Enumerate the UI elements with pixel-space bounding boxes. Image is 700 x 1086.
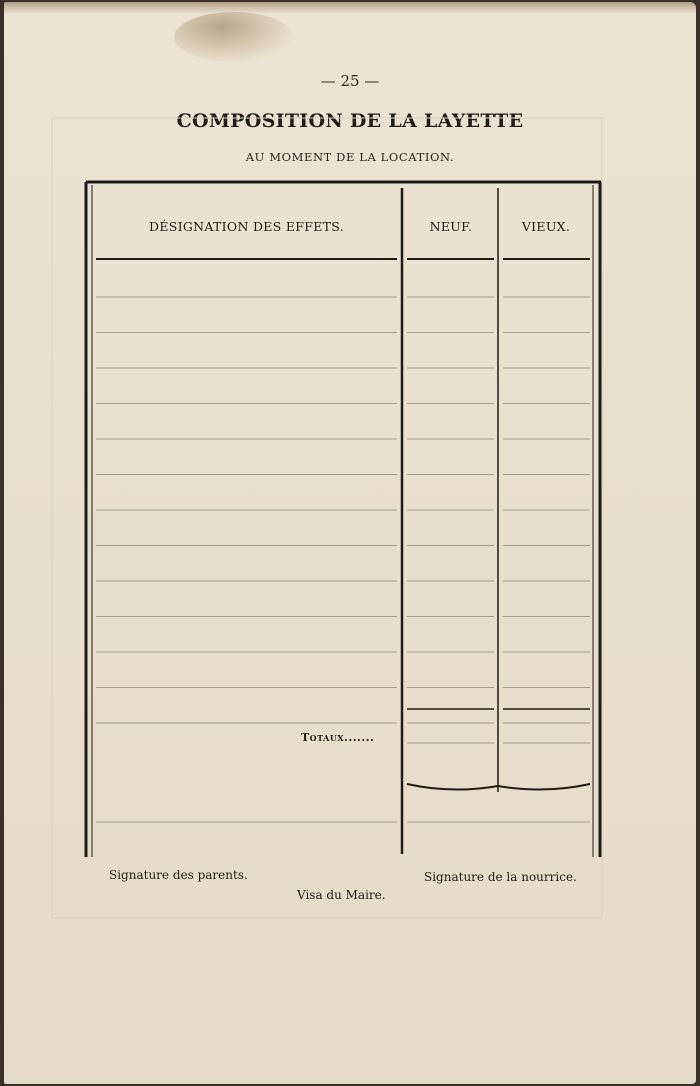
signature-nurse: Signature de la nourrice. <box>424 870 577 884</box>
signature-mayor: Visa du Maire. <box>297 888 386 902</box>
ruled-rows <box>96 297 590 723</box>
totals-label: Totaux....... <box>301 731 375 744</box>
document-page <box>4 2 696 1084</box>
page-title: COMPOSITION DE LA LAYETTE <box>176 110 524 132</box>
column-header-vieux: VIEUX. <box>521 219 571 234</box>
page-subtitle: AU MOMENT DE LA LOCATION. <box>245 150 455 164</box>
faint-print-frame <box>52 118 602 918</box>
signature-parents: Signature des parents. <box>109 868 248 882</box>
column-header-neuf: NEUF. <box>429 219 473 234</box>
page-number: — 25 — <box>320 72 380 90</box>
column-header-designation: DÉSIGNATION DES EFFETS. <box>149 219 344 234</box>
layette-table <box>4 2 696 1084</box>
